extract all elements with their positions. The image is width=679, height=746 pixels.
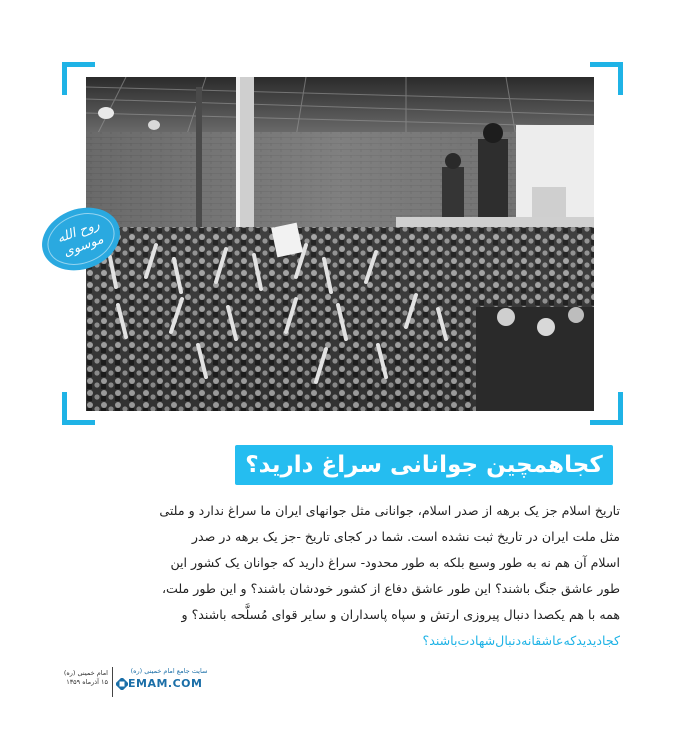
emam-logo-icon (116, 678, 128, 690)
quote-line: مثل ملت ایران در تاریخ ثبت نشده است. شما در کجای تاریخ -جز یک برهه در صدر (191, 529, 620, 544)
footer-site-name: سایت جامع امام خمینی (ره) (130, 667, 208, 675)
quote-line: همه با هم یکصدا دنبال پیروزی ارتش و سپاه پاسداران و سایر قوای مُسلَّحه باشند؟ و (181, 607, 620, 622)
footer (18, 665, 218, 701)
quote-line: طور عاشق جنگ باشند؟ این طور عاشق دفاع از کشور خودشان باشند؟ و این طور ملت، (161, 581, 620, 596)
footer-brand: EMAM.COM (128, 677, 203, 690)
frame-corner-bottom-right (590, 392, 623, 425)
quote-highlight-line: کجادیدیدکه‌عاشقانه‌دنبال‌شهادت‌باشند؟ (422, 633, 620, 648)
badge-text: روح الله موسوی (55, 217, 106, 261)
footer-date: ۱۵ آذرماه ۱۳۵۹ (66, 678, 108, 686)
page-title: کجاهمچین جوانانی سراغ دارید؟ (245, 452, 603, 478)
quote-line: تاریخ اسلام جز یک برهه از صدر اسلام، جوانانی مثل جوانهای ایران ما سراغ ندارد و ملتی (159, 503, 620, 518)
footer-divider (112, 667, 113, 697)
frame-corner-top-right (590, 62, 623, 95)
historical-photo (86, 77, 594, 411)
imam-signature-logo (38, 203, 124, 275)
quote-line: اسلام آن هم نه به طور وسیع بلکه به طور محدود- سراغ دارید که جوانان یک کشور این (170, 555, 620, 570)
footer-source: امام خمینی (ره) (63, 669, 108, 677)
quote-body (68, 498, 620, 654)
